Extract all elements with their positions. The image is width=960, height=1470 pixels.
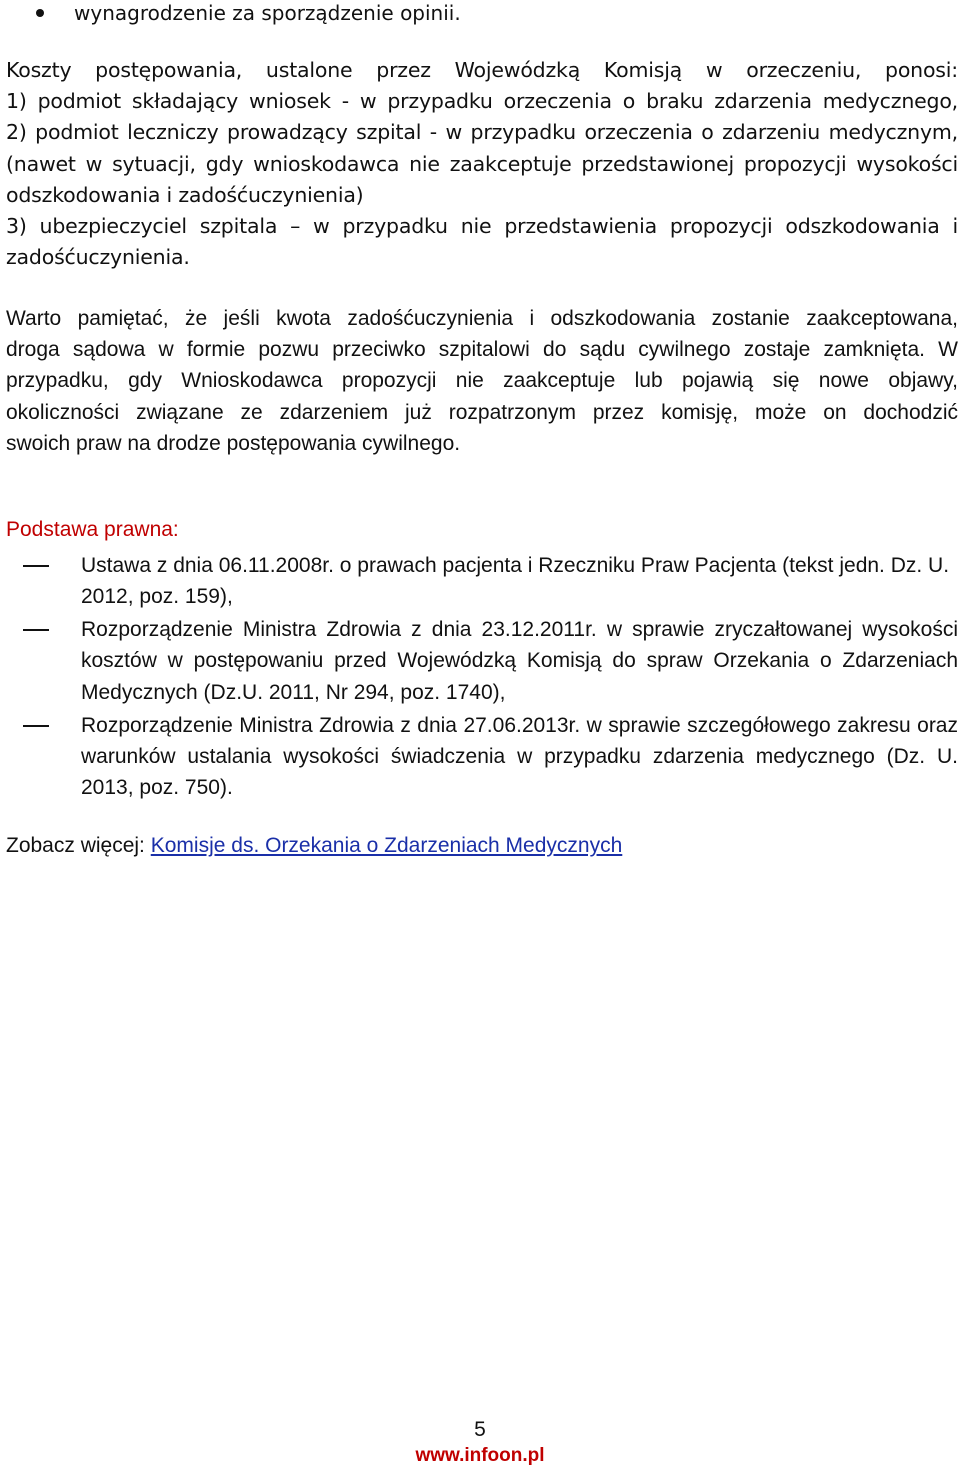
legal-basis-text: Ustawa z dnia 06.11.2008r. o prawach pacjenta i Rzeczniku Praw Pacjenta (tekst jedn. Dz. U. 2012, poz. 159), xyxy=(81,554,950,609)
bullet-dot xyxy=(36,9,44,17)
legal-basis-item xyxy=(6,614,958,708)
bullet-item xyxy=(36,0,461,26)
legal-basis-heading: Podstawa prawna: xyxy=(6,518,179,541)
see-more-label: Zobacz więcej: xyxy=(6,834,145,857)
warning-line: Warto pamiętać, że jeśli kwota zadośćuczynienia i odszkodowania zostanie zaakceptowana, xyxy=(6,307,958,330)
costs-line: Koszty postępowania, ustalone przez Wojewódzką Komisją w orzeczeniu, ponosi: xyxy=(6,58,958,82)
costs-line: zadośćuczynienia. xyxy=(6,245,190,270)
legal-basis-text: Rozporządzenie Ministra Zdrowia z dnia 27.06.2013r. w sprawie szczegółowego zakresu oraz warunków ustalania wysokości świadczenia w przypadku zdarzenia medycznego (Dz. U. 2013, poz. 750). xyxy=(81,713,958,800)
legal-basis-item xyxy=(6,550,958,612)
costs-line: 1) podmiot składający wniosek - w przypadku orzeczenia o braku zdarzenia medycznego, xyxy=(6,89,958,114)
legal-basis-list xyxy=(6,550,958,805)
costs-line: 2) podmiot leczniczy prowadzący szpital - w przypadku orzeczenia o zdarzeniu medycznym, xyxy=(6,120,958,145)
costs-line: (nawet w sytuacji, gdy wnioskodawca nie zaakceptuje przedstawionej propozycji wysokości xyxy=(6,151,958,176)
dash-bullet xyxy=(23,725,49,727)
warning-line: przypadku, gdy Wnioskodawca propozycji nie zaakceptuje lub pojawią się nowe objawy, xyxy=(6,369,958,393)
costs-paragraph xyxy=(6,55,958,273)
costs-line: odszkodowania i zadośćuczynienia) xyxy=(6,182,364,207)
legal-basis-text: Rozporządzenie Ministra Zdrowia z dnia 23.12.2011r. w sprawie zryczałtowanej wysokości kosztów w postępowaniu przed Wojewódzką Komisją do spraw Orzekania o Zdarzeniach Medycznych (Dz.U. 2011, Nr 294, poz. 1740), xyxy=(81,618,958,704)
page-number: 5 xyxy=(474,1418,486,1441)
bullet-text: wynagrodzenie za sporządzenie opinii. xyxy=(74,1,461,25)
legal-basis-item xyxy=(6,710,958,804)
warning-line: swoich praw na drodze postępowania cywilnego. xyxy=(6,431,461,455)
footer-url[interactable]: www.infoon.pl xyxy=(415,1445,545,1466)
dash-bullet xyxy=(23,629,49,631)
warning-paragraph xyxy=(6,303,958,459)
warning-line: droga sądowa w formie pozwu przeciwko szpitalowi do sądu cywilnego zostaje zamknięta. W xyxy=(6,338,958,362)
warning-line: okoliczności związane ze zdarzeniem już rozpatrzonym przez komisję, może on dochodzić xyxy=(6,400,958,424)
costs-line: 3) ubezpieczyciel szpitala – w przypadku nie przedstawienia propozycji odszkodowania i xyxy=(6,214,958,239)
dash-bullet xyxy=(23,565,49,567)
see-more-link[interactable]: Komisje ds. Orzekania o Zdarzeniach Medycznych xyxy=(150,834,623,857)
see-more xyxy=(6,834,622,858)
